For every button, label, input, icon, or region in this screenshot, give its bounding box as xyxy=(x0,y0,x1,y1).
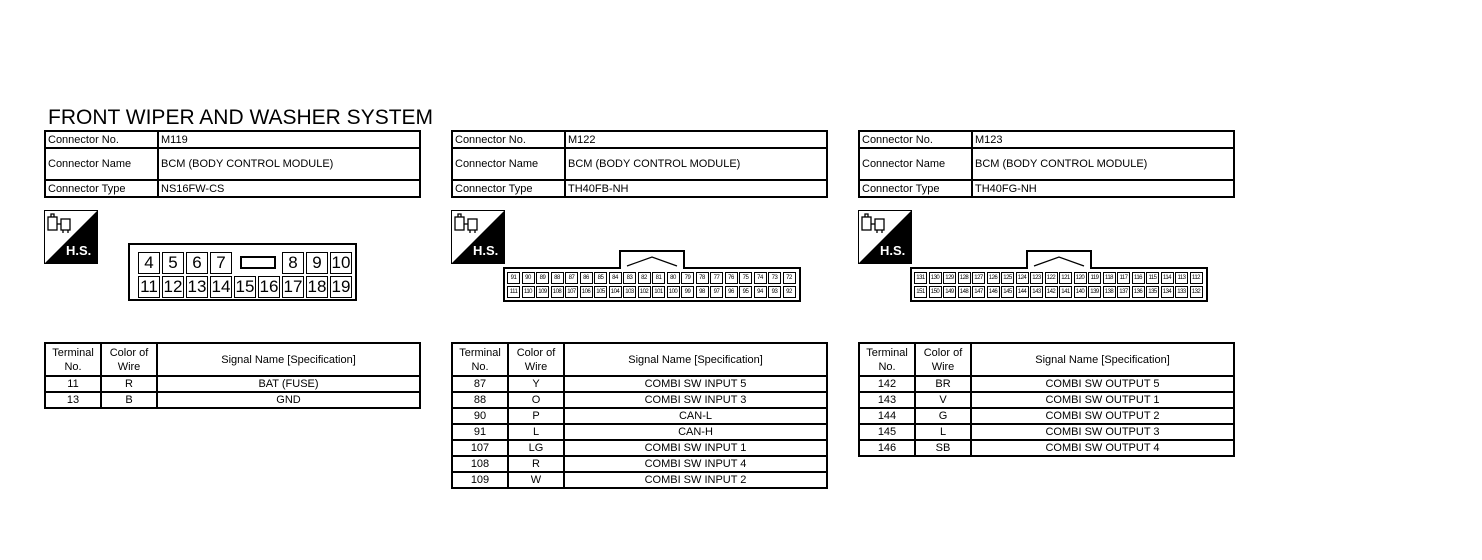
table-row xyxy=(452,456,827,472)
table-row xyxy=(452,376,827,392)
wire-color-cell: B xyxy=(101,392,157,408)
terminal-no-cell: 144 xyxy=(859,408,915,424)
signal-name-cell: COMBI SW OUTPUT 4 xyxy=(971,440,1234,456)
connector-pin: 141 xyxy=(1059,286,1072,298)
wire-color-cell: R xyxy=(508,456,564,472)
connector-info-table xyxy=(451,130,828,198)
wire-color-cell: R xyxy=(101,376,157,392)
connector-pin: 96 xyxy=(725,286,738,298)
connector-pin: 137 xyxy=(1117,286,1130,298)
connector-info-table xyxy=(44,130,421,198)
connector-pin: 91 xyxy=(507,272,520,284)
connector-pin: 72 xyxy=(783,272,796,284)
connector-pin: 95 xyxy=(739,286,752,298)
table-row xyxy=(859,424,1234,440)
connector-pin: 145 xyxy=(1001,286,1014,298)
signal-header: Signal Name [Specification] xyxy=(157,343,420,376)
connector-pin: 131 xyxy=(914,272,927,284)
connector-pin: 134 xyxy=(1161,286,1174,298)
table-row xyxy=(859,392,1234,408)
connector-pin: 109 xyxy=(536,286,549,298)
connector-pin: 12 xyxy=(163,277,183,296)
wire-color-cell: SB xyxy=(915,440,971,456)
connector-pin: 10 xyxy=(331,253,351,272)
table-row xyxy=(45,376,420,392)
connector-pin: 117 xyxy=(1117,272,1130,284)
connector-pin: 73 xyxy=(768,272,781,284)
connector-pin: 83 xyxy=(623,272,636,284)
connector-pin: 88 xyxy=(551,272,564,284)
connector-pin: 112 xyxy=(1190,272,1203,284)
connector-pin: 77 xyxy=(710,272,723,284)
connector-pin: 99 xyxy=(681,286,694,298)
connector-no-value: M119 xyxy=(158,131,420,148)
connector-pin: 81 xyxy=(652,272,665,284)
page-title: FRONT WIPER AND WASHER SYSTEM xyxy=(48,106,434,129)
connector-name-label: Connector Name xyxy=(859,148,972,180)
connector-pin: 8 xyxy=(282,252,304,274)
connector-no-value: M122 xyxy=(565,131,827,148)
connector-pin: 105 xyxy=(594,286,607,298)
connector-type-label: Connector Type xyxy=(45,180,158,197)
connector-type-label: Connector Type xyxy=(452,180,565,197)
connector-pin: 128 xyxy=(958,272,971,284)
connector-pin: 84 xyxy=(609,272,622,284)
connector-pin: 104 xyxy=(609,286,622,298)
hs-label: H.S. xyxy=(473,243,499,258)
signal-name-cell: COMBI SW INPUT 3 xyxy=(564,392,827,408)
terminal-table xyxy=(451,342,828,489)
hs-label: H.S. xyxy=(66,243,92,258)
connector-pin: 146 xyxy=(987,286,1000,298)
connector-pin: 9 xyxy=(306,252,328,274)
connector-no-label: Connector No. xyxy=(452,131,565,148)
signal-name-cell: GND xyxy=(157,392,420,408)
signal-name-cell: COMBI SW OUTPUT 2 xyxy=(971,408,1234,424)
connector-type-value: NS16FW-CS xyxy=(158,180,420,197)
connector-latch xyxy=(1026,250,1092,269)
connector-pin: 124 xyxy=(1016,272,1029,284)
table-row xyxy=(859,408,1234,424)
terminal-header: Terminal No. xyxy=(452,343,508,376)
wire-color-cell: Y xyxy=(508,376,564,392)
connector-pin: 116 xyxy=(1132,272,1145,284)
connector-name-value: BCM (BODY CONTROL MODULE) xyxy=(158,148,420,180)
connector-pin: 76 xyxy=(725,272,738,284)
connector-pin: 108 xyxy=(551,286,564,298)
connector-pin: 144 xyxy=(1016,286,1029,298)
connector-pin: 11 xyxy=(138,276,160,298)
signal-name-cell: COMBI SW OUTPUT 3 xyxy=(971,424,1234,440)
table-row xyxy=(452,472,827,488)
connector-pin: 111 xyxy=(507,286,520,298)
connector-pin: 118 xyxy=(1103,272,1116,284)
signal-name-cell: CAN-H xyxy=(564,424,827,440)
connector-pin: 15 xyxy=(235,277,255,296)
signal-name-cell: BAT (FUSE) xyxy=(157,376,420,392)
connector-pin: 17 xyxy=(283,277,303,296)
connector-pin: 110 xyxy=(522,286,535,298)
connector-pin: 138 xyxy=(1103,286,1116,298)
terminal-no-cell: 108 xyxy=(452,456,508,472)
connector-pin: 150 xyxy=(929,286,942,298)
connector-pin: 101 xyxy=(652,286,665,298)
connector-no-label: Connector No. xyxy=(859,131,972,148)
connector-latch xyxy=(619,250,685,269)
signal-name-cell: COMBI SW INPUT 5 xyxy=(564,376,827,392)
connector-pin: 18 xyxy=(307,277,327,296)
connector-pin: 19 xyxy=(331,277,351,296)
connector-pin: 13 xyxy=(187,277,207,296)
connector-pin: 5 xyxy=(162,252,184,274)
connector-pin: 125 xyxy=(1001,272,1014,284)
terminal-header: Terminal No. xyxy=(859,343,915,376)
connector-pin: 97 xyxy=(710,286,723,298)
connector-pin: 133 xyxy=(1175,286,1188,298)
signal-name-cell: COMBI SW INPUT 4 xyxy=(564,456,827,472)
connector-type-label: Connector Type xyxy=(859,180,972,197)
connector-pin: 126 xyxy=(987,272,1000,284)
connector-pin: 122 xyxy=(1045,272,1058,284)
connector-pin: 113 xyxy=(1175,272,1188,284)
connector-pin: 89 xyxy=(536,272,549,284)
connector-pin: 16 xyxy=(259,277,279,296)
wire-color-cell: L xyxy=(508,424,564,440)
hs-label: H.S. xyxy=(880,243,906,258)
connector-pin: 149 xyxy=(943,286,956,298)
terminal-no-cell: 90 xyxy=(452,408,508,424)
terminal-no-cell: 145 xyxy=(859,424,915,440)
connector-pin: 114 xyxy=(1161,272,1174,284)
connector-pin: 102 xyxy=(638,286,651,298)
connector-pin: 103 xyxy=(623,286,636,298)
wire-color-cell: L xyxy=(915,424,971,440)
table-row xyxy=(452,408,827,424)
connector-type-value: TH40FB-NH xyxy=(565,180,827,197)
signal-header: Signal Name [Specification] xyxy=(971,343,1234,376)
connector-pin: 143 xyxy=(1030,286,1043,298)
connector-pin: 127 xyxy=(972,272,985,284)
signal-name-cell: COMBI SW OUTPUT 5 xyxy=(971,376,1234,392)
connector-pin: 139 xyxy=(1088,286,1101,298)
connector-pin: 6 xyxy=(186,252,208,274)
signal-name-cell: COMBI SW OUTPUT 1 xyxy=(971,392,1234,408)
table-row xyxy=(452,424,827,440)
connector-pin: 148 xyxy=(958,286,971,298)
connector-pin: 106 xyxy=(580,286,593,298)
connector-pin: 7 xyxy=(210,252,232,274)
connector-pin: 92 xyxy=(783,286,796,298)
color-header: Color of Wire xyxy=(101,343,157,376)
connector-pin: 75 xyxy=(739,272,752,284)
connector-pin: 74 xyxy=(754,272,767,284)
connector-pin: 140 xyxy=(1074,286,1087,298)
connector-type-value: TH40FG-NH xyxy=(972,180,1234,197)
connector-pin: 94 xyxy=(754,286,767,298)
table-row xyxy=(45,392,420,408)
terminal-no-cell: 146 xyxy=(859,440,915,456)
connector-pin: 93 xyxy=(768,286,781,298)
terminal-no-cell: 91 xyxy=(452,424,508,440)
connector-pin: 130 xyxy=(929,272,942,284)
wire-color-cell: W xyxy=(508,472,564,488)
terminal-no-cell: 13 xyxy=(45,392,101,408)
wire-color-cell: LG xyxy=(508,440,564,456)
terminal-table xyxy=(858,342,1235,457)
signal-name-cell: COMBI SW INPUT 2 xyxy=(564,472,827,488)
signal-name-cell: COMBI SW INPUT 1 xyxy=(564,440,827,456)
connector-pin: 121 xyxy=(1059,272,1072,284)
table-row xyxy=(452,392,827,408)
connector-pin: 123 xyxy=(1030,272,1043,284)
connector-pin: 14 xyxy=(211,277,231,296)
signal-header: Signal Name [Specification] xyxy=(564,343,827,376)
connector-pin: 119 xyxy=(1088,272,1101,284)
terminal-no-cell: 107 xyxy=(452,440,508,456)
connector-no-label: Connector No. xyxy=(45,131,158,148)
connector-pin: 115 xyxy=(1146,272,1159,284)
terminal-no-cell: 109 xyxy=(452,472,508,488)
wire-color-cell: G xyxy=(915,408,971,424)
wire-color-cell: V xyxy=(915,392,971,408)
connector-pin: 147 xyxy=(972,286,985,298)
table-row xyxy=(859,440,1234,456)
connector-no-value: M123 xyxy=(972,131,1234,148)
terminal-no-cell: 143 xyxy=(859,392,915,408)
table-row xyxy=(859,376,1234,392)
wire-color-cell: P xyxy=(508,408,564,424)
connector-pin: 90 xyxy=(522,272,535,284)
connector-pin: 79 xyxy=(681,272,694,284)
connector-pin: 132 xyxy=(1190,286,1203,298)
connector-name-label: Connector Name xyxy=(452,148,565,180)
connector-pin: 78 xyxy=(696,272,709,284)
connector-name-value: BCM (BODY CONTROL MODULE) xyxy=(972,148,1234,180)
harness-side-icon xyxy=(858,210,912,264)
connector-pin: 136 xyxy=(1132,286,1145,298)
connector-face xyxy=(910,250,1208,302)
connector-pin: 120 xyxy=(1074,272,1087,284)
terminal-header: Terminal No. xyxy=(45,343,101,376)
connector-pin: 87 xyxy=(565,272,578,284)
connector-face xyxy=(503,250,801,302)
connector-pin: 135 xyxy=(1146,286,1159,298)
connector-name-label: Connector Name xyxy=(45,148,158,180)
connector-pin: 4 xyxy=(138,252,160,274)
wire-color-cell: BR xyxy=(915,376,971,392)
connector-pin: 86 xyxy=(580,272,593,284)
harness-side-icon xyxy=(451,210,505,264)
connector-info-table xyxy=(858,130,1235,198)
connector-pin: 85 xyxy=(594,272,607,284)
terminal-no-cell: 11 xyxy=(45,376,101,392)
connector-pin: 82 xyxy=(638,272,651,284)
harness-side-icon xyxy=(44,210,98,264)
connector-pin: 129 xyxy=(943,272,956,284)
terminal-table xyxy=(44,342,421,409)
color-header: Color of Wire xyxy=(508,343,564,376)
connector-pin: 98 xyxy=(696,286,709,298)
connector-face xyxy=(128,243,357,301)
connector-pin: 151 xyxy=(914,286,927,298)
signal-name-cell: CAN-L xyxy=(564,408,827,424)
connector-name-value: BCM (BODY CONTROL MODULE) xyxy=(565,148,827,180)
wire-color-cell: O xyxy=(508,392,564,408)
table-row xyxy=(452,440,827,456)
connector-pin: 142 xyxy=(1045,286,1058,298)
connector-pin: 80 xyxy=(667,272,680,284)
terminal-no-cell: 88 xyxy=(452,392,508,408)
connector-pin: 107 xyxy=(565,286,578,298)
terminal-no-cell: 87 xyxy=(452,376,508,392)
color-header: Color of Wire xyxy=(915,343,971,376)
terminal-no-cell: 142 xyxy=(859,376,915,392)
connector-slot xyxy=(240,256,276,269)
connector-pin: 100 xyxy=(667,286,680,298)
